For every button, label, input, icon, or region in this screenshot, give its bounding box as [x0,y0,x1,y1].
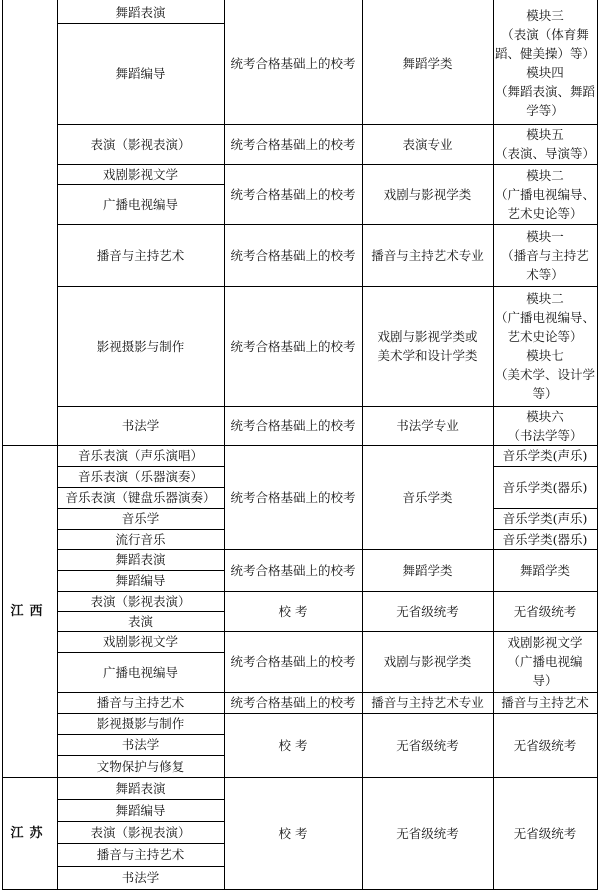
category: 播音与主持艺术专业 [371,695,484,710]
exam-type: 统考合格基础上的校考 [230,654,356,669]
row-divider [57,286,598,287]
major-name: 表演（影视表演） [90,593,191,609]
major-name: 表演（影视表演） [90,136,191,152]
exam-type: 统考合格基础上的校考 [230,186,356,202]
row-divider [57,549,598,550]
category-cell [362,286,493,406]
exam-type-cell [224,713,362,777]
major-cell [57,164,224,184]
category: 戏剧与影视学类 [383,654,472,669]
exam-type-cell [224,631,362,692]
exam-type-cell [224,591,362,631]
module-cell [493,406,597,445]
major-cell [57,692,224,713]
row-divider [57,591,598,592]
module-line: 音乐学类(器乐) [502,479,588,495]
module-line: 模块三 [526,8,564,23]
exam-type-cell [224,164,362,224]
major-cell [57,2,224,23]
module-line: 模块一 [526,228,564,244]
major-name: 表演 [127,613,153,629]
module-cell [493,591,597,631]
exam-type: 统考合格基础上的校考 [230,247,356,263]
module-line: 蹈、健美操）等） [494,46,595,61]
exam-type-cell [224,445,362,549]
major-name: 舞蹈表演 [115,5,166,20]
major-name: 表演（影视表演） [90,824,191,840]
exam-type-cell [224,549,362,591]
exam-type-cell [224,2,362,124]
module-subdivider [493,466,598,467]
exam-type-cell [224,692,362,713]
module-line: 艺术史论等） [507,329,583,344]
major-name: 播音与主持艺术 [96,247,185,263]
exam-type: 校 考 [278,737,308,753]
major-cell [57,799,224,821]
module-cell [493,549,597,591]
module-line: 无省级统考 [513,603,577,619]
major-subdivider [57,843,225,844]
module-subdivider [493,508,598,509]
major-name: 播音与主持艺术 [96,847,185,862]
major-cell [57,487,224,508]
exam-type: 统考合格基础上的校考 [230,489,356,505]
major-cell [57,508,224,529]
exam-type: 校 考 [278,603,308,619]
major-cell [57,713,224,734]
module-line: （美术学、设计学 [494,367,595,382]
module-line: （广播电视编导、 [494,310,595,325]
category: 无省级统考 [396,603,459,619]
major-name: 舞蹈编导 [115,802,166,818]
module-cell [493,466,597,508]
module-line: 模块二 [526,167,564,183]
major-cell [57,466,224,487]
module-cell [493,286,597,406]
module-line: 等） [532,386,558,401]
major-subdivider [57,529,225,530]
row-divider [57,224,598,225]
table-border [2,889,598,890]
major-subdivider [57,466,225,467]
exam-type-cell [224,406,362,445]
exam-type-cell [224,124,362,164]
major-name: 舞蹈编导 [115,573,166,588]
exam-type: 校 考 [278,825,308,841]
module-cell [493,777,597,889]
category-cell [362,124,493,164]
module-cell [493,224,597,286]
major-subdivider [57,611,225,612]
row-divider [57,406,598,407]
exam-type: 统考合格基础上的校考 [230,418,356,433]
module-line: 模块五 [526,127,564,142]
module-cell [493,508,597,529]
module-line: 音乐学类(声乐) [502,511,588,526]
major-name: 影视摄影与制作 [96,716,185,731]
major-name: 播音与主持艺术 [96,695,185,710]
module-line: 导） [532,673,558,688]
category-cell [362,549,493,591]
major-name: 音乐学 [121,511,160,526]
module-line: （书法学等） [507,427,583,443]
module-line: 术等） [526,266,564,282]
exam-type-cell [224,777,362,889]
major-cell [57,406,224,445]
module-line: 模块二 [526,291,564,306]
major-name: 舞蹈表演 [115,780,166,796]
module-subdivider [493,529,598,530]
major-cell [57,821,224,843]
category-cell [362,445,493,549]
major-cell [57,652,224,692]
major-name: 音乐表演（键盘乐器演奏） [65,490,216,505]
module-line: 无省级统考 [513,737,577,753]
major-cell [57,866,224,889]
category-cell [362,713,493,777]
exam-type: 统考合格基础上的校考 [230,338,356,354]
category: 书法学专业 [396,418,459,433]
module-line: （广播电视编 [507,654,583,669]
module-cell [493,631,597,692]
major-name: 戏剧影视文学 [102,166,178,182]
province-jiangsu [2,777,57,889]
category: 播音与主持艺术专业 [371,247,484,263]
module-line: 学等） [526,103,564,118]
module-cell [493,164,597,224]
major-subdivider [57,866,225,867]
category-cell [362,164,493,224]
major-name: 书法学 [121,870,160,885]
row-divider [57,124,598,125]
module-line: 模块七 [526,348,564,363]
module-line: 音乐学类(器乐) [502,531,588,547]
category: 无省级统考 [396,737,459,753]
major-cell [57,611,224,631]
major-subdivider [57,184,225,185]
province-name: 江西 [10,603,49,619]
category-cell [362,591,493,631]
category-line: 戏剧与影视学类或 [377,329,478,344]
major-subdivider [57,487,225,488]
category-cell [362,224,493,286]
major-name: 音乐表演（声乐演唱） [77,448,203,463]
exam-type: 统考合格基础上的校考 [230,55,356,71]
module-line: （舞蹈表演、舞蹈 [494,84,595,99]
major-cell [57,184,224,224]
major-name: 音乐表演（乐器演奏） [77,469,203,484]
major-cell [57,23,224,124]
module-line: （播音与主持艺 [501,247,589,263]
category: 舞蹈学类 [402,562,453,578]
module-cell [493,713,597,777]
province-name: 江苏 [10,825,49,841]
major-subdivider [57,799,225,800]
module-cell [493,124,597,164]
major-name: 书法学 [121,418,160,433]
category-cell [362,2,493,124]
major-cell [57,591,224,611]
major-cell [57,631,224,652]
major-subdivider [57,652,225,653]
major-subdivider [57,570,225,571]
module-line: 模块六 [526,408,564,424]
module-line: 音乐学类(声乐) [502,448,588,463]
module-line: 播音与主持艺术 [501,695,589,710]
row-divider [57,692,598,693]
major-cell [57,286,224,406]
major-name: 影视摄影与制作 [96,338,185,354]
category-cell [362,692,493,713]
major-cell [57,445,224,466]
major-name: 戏剧影视文学 [102,634,178,649]
module-line: （广播电视编导、 [494,186,595,202]
province-divider [2,445,598,446]
module-cell [493,445,597,466]
major-name: 广播电视编导 [102,196,178,212]
exam-type-cell [224,224,362,286]
major-name: 舞蹈编导 [115,66,166,81]
module-line: （表演、导演等） [494,146,595,161]
major-subdivider [57,755,225,756]
major-cell [57,549,224,570]
province-jiangxi [2,445,57,777]
category: 表演专业 [402,136,453,152]
major-subdivider [57,23,225,24]
major-subdivider [57,508,225,509]
major-name: 广播电视编导 [102,664,178,680]
exam-type-cell [224,286,362,406]
module-line: 模块四 [526,65,564,80]
major-cell [57,124,224,164]
module-line: 舞蹈学类 [519,562,570,578]
category-cell [362,406,493,445]
row-divider [57,631,598,632]
major-cell [57,843,224,866]
category: 舞蹈学类 [402,55,453,71]
module-line: 艺术史论等） [507,205,583,221]
province-divider [2,777,598,778]
module-line: （表演（体育舞 [501,27,589,42]
major-cell [57,224,224,286]
major-cell [57,777,224,799]
row-divider [57,164,598,165]
major-subdivider [57,821,225,822]
major-name: 流行音乐 [115,531,166,547]
exam-type: 统考合格基础上的校考 [230,562,356,578]
row-divider [57,713,598,714]
category-cell [362,631,493,692]
major-name: 书法学 [121,737,160,752]
exam-type: 统考合格基础上的校考 [230,695,356,710]
major-cell [57,570,224,591]
major-name: 舞蹈表演 [115,552,166,567]
category-line: 美术学和设计学类 [377,348,478,363]
module-cell [493,692,597,713]
exam-type: 统考合格基础上的校考 [230,136,356,152]
module-line: 戏剧影视文学 [507,635,583,650]
module-cell [493,2,597,124]
major-cell [57,529,224,549]
major-subdivider [57,734,225,735]
module-cell [493,529,597,549]
major-cell [57,755,224,777]
category-cell [362,777,493,889]
category: 无省级统考 [396,825,459,841]
major-cell [57,734,224,755]
category: 音乐学类 [402,489,453,505]
category: 戏剧与影视学类 [383,186,472,202]
module-line: 无省级统考 [513,825,577,841]
major-name: 文物保护与修复 [96,758,185,774]
